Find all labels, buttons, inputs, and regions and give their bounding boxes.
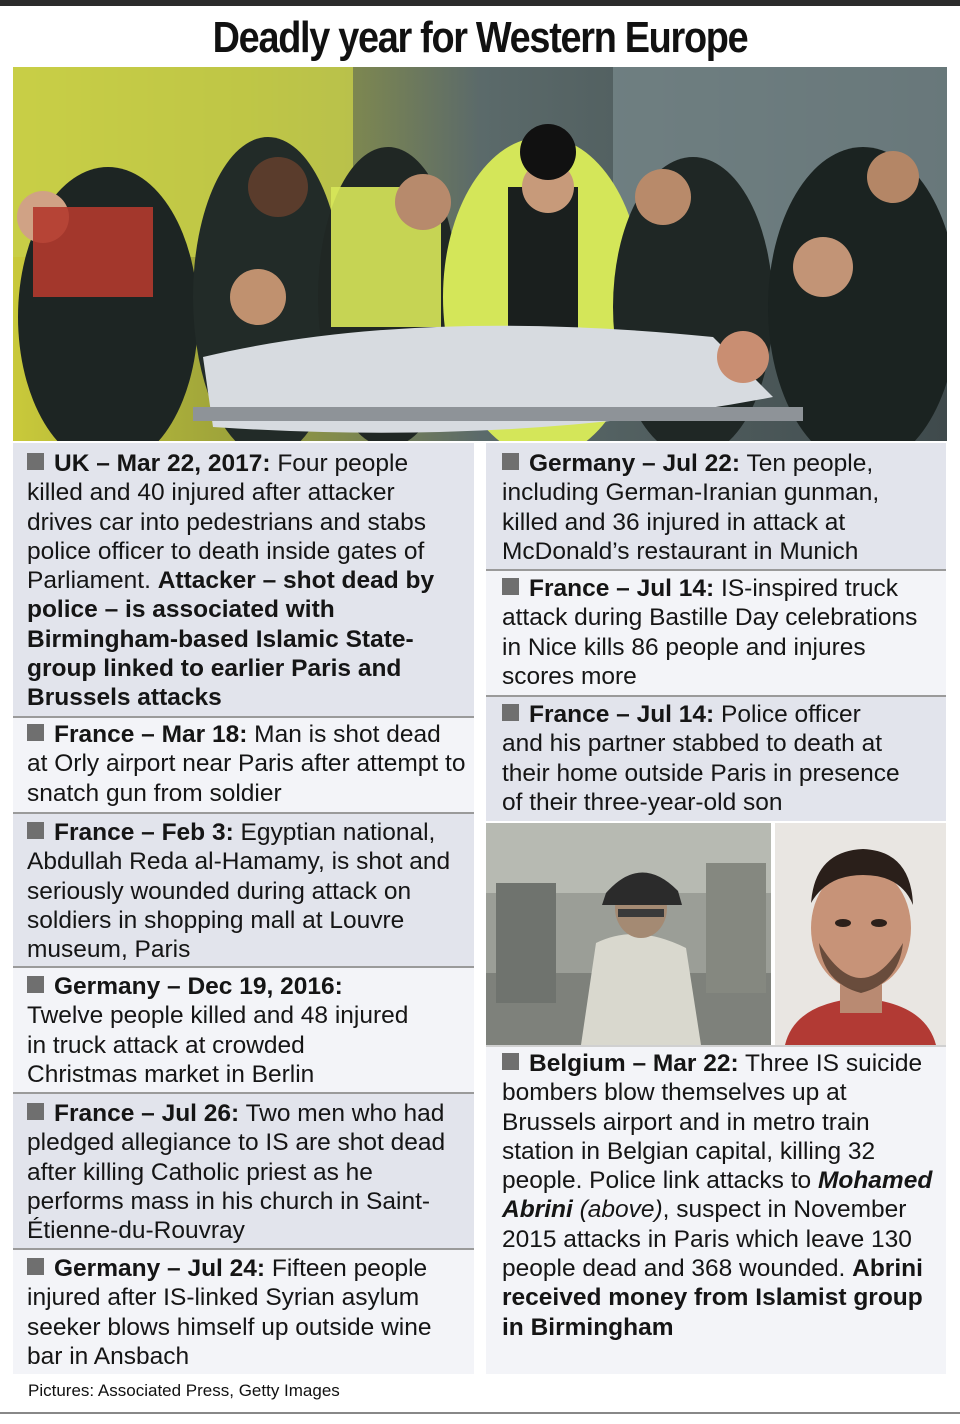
top-rule: [0, 0, 960, 6]
bullet-square-icon: [27, 976, 44, 993]
main-photo: [13, 67, 947, 441]
entry-germany-dec19: Germany – Dec 19, 2016: Twelve people killed and 48 injured in truck attack at crowded Christmas market in Berlin: [13, 968, 474, 1092]
photo-credit: Pictures: Associated Press, Getty Images: [28, 1381, 340, 1400]
entry-france-mar18: France – Mar 18: Man is shot dead at Orly airport near Paris after attempt to snatch gun from soldier: [13, 718, 474, 812]
bullet-square-icon: [502, 578, 519, 595]
bullet-square-icon: [27, 1258, 44, 1275]
bullet-square-icon: [502, 704, 519, 721]
bullet-square-icon: [27, 453, 44, 470]
bullet-square-icon: [502, 1053, 519, 1070]
portrait-photo-abrini: [775, 823, 946, 1045]
column-gutter: [477, 443, 485, 1375]
bullet-square-icon: [27, 1103, 44, 1120]
entry-germany-jul24: Germany – Jul 24: Fifteen people injured after IS-linked Syrian asylum seeker blows himself up outside wine bar in Ansbach: [13, 1250, 474, 1374]
page-title: Deadly year for Western Europe: [212, 13, 748, 62]
bottom-rule: [0, 1412, 960, 1414]
entry-france-feb3: France – Feb 3: Egyptian national, Abdullah Reda al-Hamamy, is shot and seriously wounded during attack on soldiers in shopping mall at Louvre museum, Paris: [13, 814, 474, 966]
bullet-square-icon: [27, 724, 44, 741]
cctv-photo: [486, 823, 771, 1045]
entry-uk-mar22: UK – Mar 22, 2017: Four people killed and 40 injured after attacker drives car into pedestrians and stabs police officer to death inside gates of Parliament. Attacker – shot dead by police – is associated with Birmingham-based Islamic State-group linked to earlier Paris and Brussels attacks: [13, 443, 474, 716]
bullet-square-icon: [27, 822, 44, 839]
entry-germany-jul22: Germany – Jul 22: Ten people, including German-Iranian gunman, killed and 36 injured in attack at McDonald’s restaurant in Munich: [486, 443, 946, 569]
entry-belgium-mar22: Belgium – Mar 22: Three IS suicide bombers blow themselves up at Brussels airport and in metro train station in Belgian capital, killing 32 people. Police link attacks to Mohamed Abrini (above), suspect in November 2015 attacks in Paris which leave 130 people dead and 368 wounded. Abrini received money from Islamist group in Birmingham: [486, 1047, 946, 1374]
bullet-square-icon: [502, 453, 519, 470]
entry-france-jul14-police: France – Jul 14: Police officer and his partner stabbed to death at their home outside Paris in presence of their three-year-old son: [486, 697, 946, 821]
entry-france-jul14-nice: France – Jul 14: IS-inspired truck attack during Bastille Day celebrations in Nice kills 86 people and injures scores more: [486, 571, 946, 695]
entry-france-jul26: France – Jul 26: Two men who had pledged allegiance to IS are shot dead after killing Catholic priest as he performs mass in his church in Saint-Étienne-du-Rouvray: [13, 1094, 474, 1248]
